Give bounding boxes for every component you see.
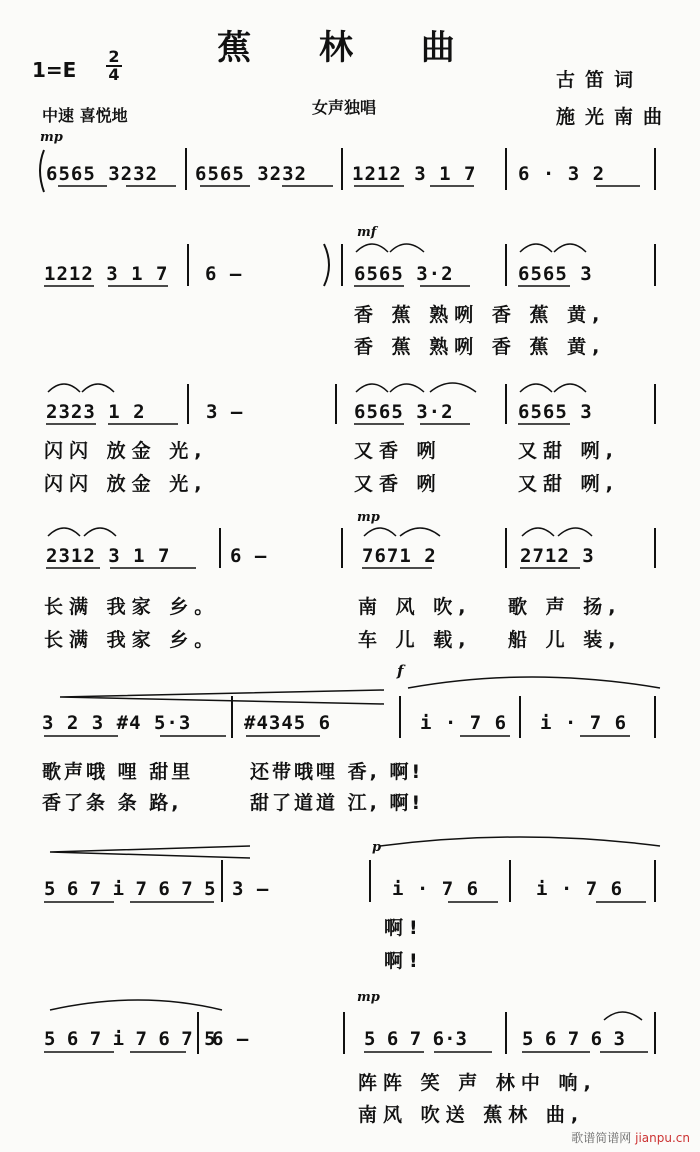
dynamic-mark: mp <box>40 130 63 145</box>
measure-notes: #4345 6 <box>244 712 332 734</box>
lyric-line: 歌 声 扬, <box>508 596 622 618</box>
performance-note: 女声独唱 <box>312 98 377 117</box>
lyric-line: 歌声哦 哩 甜里 <box>42 761 194 783</box>
key-signature: 1=E <box>32 58 77 82</box>
dynamic-mark: mp <box>357 990 380 1005</box>
lyric-line: 又甜 咧, <box>518 440 619 462</box>
measure-notes: 6565 3 <box>518 263 593 285</box>
measure-notes: 6 — <box>230 545 268 567</box>
repeat-bracket <box>324 244 329 286</box>
bar-line <box>222 860 655 902</box>
lyric-line: 南 风 吹, <box>358 596 472 618</box>
lyric-line: 香 蕉 熟咧 香 蕉 黄, <box>354 304 606 326</box>
composer-credit: 施光南曲 <box>556 106 673 128</box>
lyric-line: 南风 吹送 蕉林 曲, <box>358 1104 585 1126</box>
tempo-marking: 中速 喜悦地 <box>42 106 128 125</box>
time-signature-bottom: 4 <box>106 65 122 83</box>
slur <box>48 528 592 536</box>
lyric-line: 啊! <box>384 917 424 939</box>
measure-notes: 1212 3 1 7 <box>44 263 169 285</box>
measure-notes: 6565 3·2 <box>354 401 454 423</box>
measure-notes: 2712 3 <box>520 545 595 567</box>
lyric-line: 香了条 条 路, <box>42 792 182 814</box>
dynamic-mark: mf <box>357 225 377 240</box>
measure-notes: 5 6 7 6 3 <box>522 1028 625 1050</box>
measure-notes: 6565 3232 <box>195 163 307 185</box>
measure-notes: 6565 3·2 <box>354 263 454 285</box>
slur <box>604 1012 642 1020</box>
lyric-line: 甜了道道 江, 啊! <box>250 792 424 814</box>
measure-notes: i · 7 6 <box>536 878 624 900</box>
lyric-line: 又香 咧 <box>354 440 442 462</box>
lyric-line: 闪闪 放金 光, <box>44 440 208 462</box>
bar-line <box>186 148 655 190</box>
measure-notes: 3 2 3 #4 5·3 <box>42 712 192 734</box>
measure-notes: 3 — <box>206 401 244 423</box>
measure-notes: 1212 3 1 7 <box>352 163 477 185</box>
slur <box>380 837 660 846</box>
lyric-line: 还带哦哩 香, 啊! <box>250 761 424 783</box>
song-title: 蕉 林 曲 <box>217 28 483 68</box>
lyric-line: 闪闪 放金 光, <box>44 473 208 495</box>
lyric-line: 船 儿 装, <box>508 629 622 651</box>
bar-line <box>198 1012 655 1054</box>
measure-notes: 7671 2 <box>362 545 437 567</box>
measure-notes: 5 6 7 6·3 <box>364 1028 467 1050</box>
measure-notes: 2312 3 1 7 <box>46 545 171 567</box>
crescendo-hairpin <box>60 690 384 704</box>
lyric-line: 阵阵 笑 声 林中 响, <box>358 1072 597 1094</box>
lyricist-credit: 古笛词 <box>556 69 644 91</box>
lyric-line: 车 儿 载, <box>358 629 472 651</box>
dynamic-mark: p <box>372 840 382 855</box>
lyric-line: 啊! <box>384 950 424 972</box>
measure-notes: i · 7 6 <box>420 712 508 734</box>
slur <box>408 677 660 688</box>
watermark <box>571 1129 690 1146</box>
measure-notes: 5 6 7 i 7 6 7 5 <box>44 878 216 900</box>
lyric-line: 长满 我家 乡。 <box>44 629 220 651</box>
measure-notes: i · 7 6 <box>392 878 480 900</box>
watermark-prefix: 歌谱简谱网 <box>571 1131 636 1145</box>
lyric-line: 香 蕉 熟咧 香 蕉 黄, <box>354 336 606 358</box>
lyric-line: 又香 咧 <box>354 473 442 495</box>
measure-notes: 6 — <box>205 263 243 285</box>
measure-notes: 2323 1 2 <box>46 401 146 423</box>
slur <box>356 244 586 252</box>
measure-notes: 6565 3232 <box>46 163 158 185</box>
measure-notes: 6 · 3 2 <box>518 163 606 185</box>
measure-notes: 5 6 7 i 7 6 7 5 <box>44 1028 216 1050</box>
time-signature-top: 2 <box>108 47 120 66</box>
measure-notes: 3 — <box>232 878 270 900</box>
crescendo-hairpin <box>50 846 250 858</box>
dynamic-mark: mp <box>357 510 380 525</box>
lyric-line: 又甜 咧, <box>518 473 619 495</box>
lyric-line: 长满 我家 乡。 <box>44 596 220 618</box>
measure-notes: 6 — <box>212 1028 250 1050</box>
slur <box>50 1000 222 1010</box>
measure-notes: 6565 3 <box>518 401 593 423</box>
repeat-bracket <box>40 150 44 192</box>
dynamic-mark: f <box>397 662 404 680</box>
measure-notes: i · 7 6 <box>540 712 628 734</box>
watermark-site: jianpu.cn <box>635 1131 690 1145</box>
